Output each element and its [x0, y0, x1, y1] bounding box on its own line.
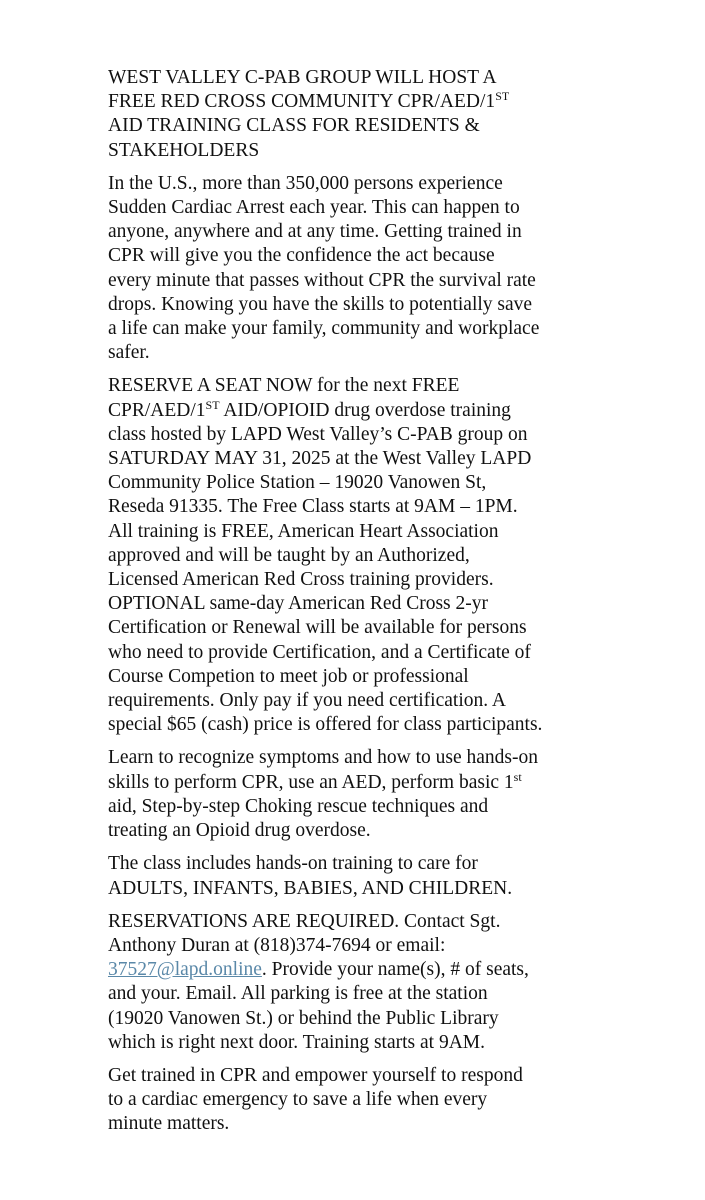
reserve-superscript: ST	[205, 397, 220, 412]
closing-paragraph: Get trained in CPR and empower yourself to respond to a cardiac emergency to save a life when every minute matters.	[108, 1064, 523, 1135]
heading-superscript: ST	[495, 89, 510, 104]
learn-text-1: Learn to recognize symptoms and how to use hands-on skills to perform CPR, use an AED, perform basic 1	[108, 747, 538, 793]
flyer-document	[108, 66, 578, 1146]
learn-text-2: aid, Step-by-step Choking rescue techniques and treating an Opioid drug overdose.	[108, 795, 489, 842]
learn-superscript: st	[513, 769, 522, 784]
intro-paragraph: In the U.S., more than 350,000 persons experience Sudden Cardiac Arrest each year. This can happen to anyone, anywhere and at any time. Getting trained in CPR will give you the confidence the act because every minute that passes without CPR the survival rate drops. Knowing you have the skills to potentially save a life can make your family, community and workplace safer.	[108, 172, 540, 364]
heading-text-2: AID TRAINING CLASS FOR RESIDENTS & STAKEHOLDERS	[108, 115, 480, 161]
reservations-paragraph	[108, 910, 578, 1055]
reserve-text-2: AID/OPIOID drug overdose training class hosted by LAPD West Valley’s C-PAB group on SATURDAY MAY 31, 2025 at the West Valley LAPD Community Police Station – 19020 Vanowen St, Reseda 91335. The Free Class starts at 9AM – 1PM. All training is FREE, American Heart Association approved and will be taught by an Authorized, Licensed American Red Cross training providers. OPTIONAL same-day American Red Cross 2-yr Certification or Renewal will be available for persons who need to provide Certification, and a Certificate of Course Competion to meet job or professional requirements. Only pay if you need certification. A special $65 (cash) price is offered for class participants.	[108, 399, 543, 736]
reservations-text-2: . Provide your name(s), # of seats, and your. Email. All parking is free at the station (19020 Vanowen St.) or behind the Public Library which is right next door. Training starts at 9AM.	[108, 959, 529, 1053]
email-link[interactable]: 37527@lapd.online	[108, 959, 262, 981]
flyer-heading	[108, 66, 578, 163]
learn-paragraph	[108, 746, 578, 843]
reserve-paragraph	[108, 374, 578, 737]
includes-paragraph: The class includes hands-on training to care for ADULTS, INFANTS, BABIES, AND CHILDREN.	[108, 853, 513, 899]
reservations-text-1: RESERVATIONS ARE REQUIRED. Contact Sgt. Anthony Duran at (818)374-7694 or email:	[108, 910, 501, 956]
heading-text-1: WEST VALLEY C-PAB GROUP WILL HOST A FREE RED CROSS COMMUNITY CPR/AED/1	[108, 67, 497, 113]
reserve-text-1: RESERVE A SEAT NOW for the next FREE CPR/AED/1	[108, 375, 460, 421]
